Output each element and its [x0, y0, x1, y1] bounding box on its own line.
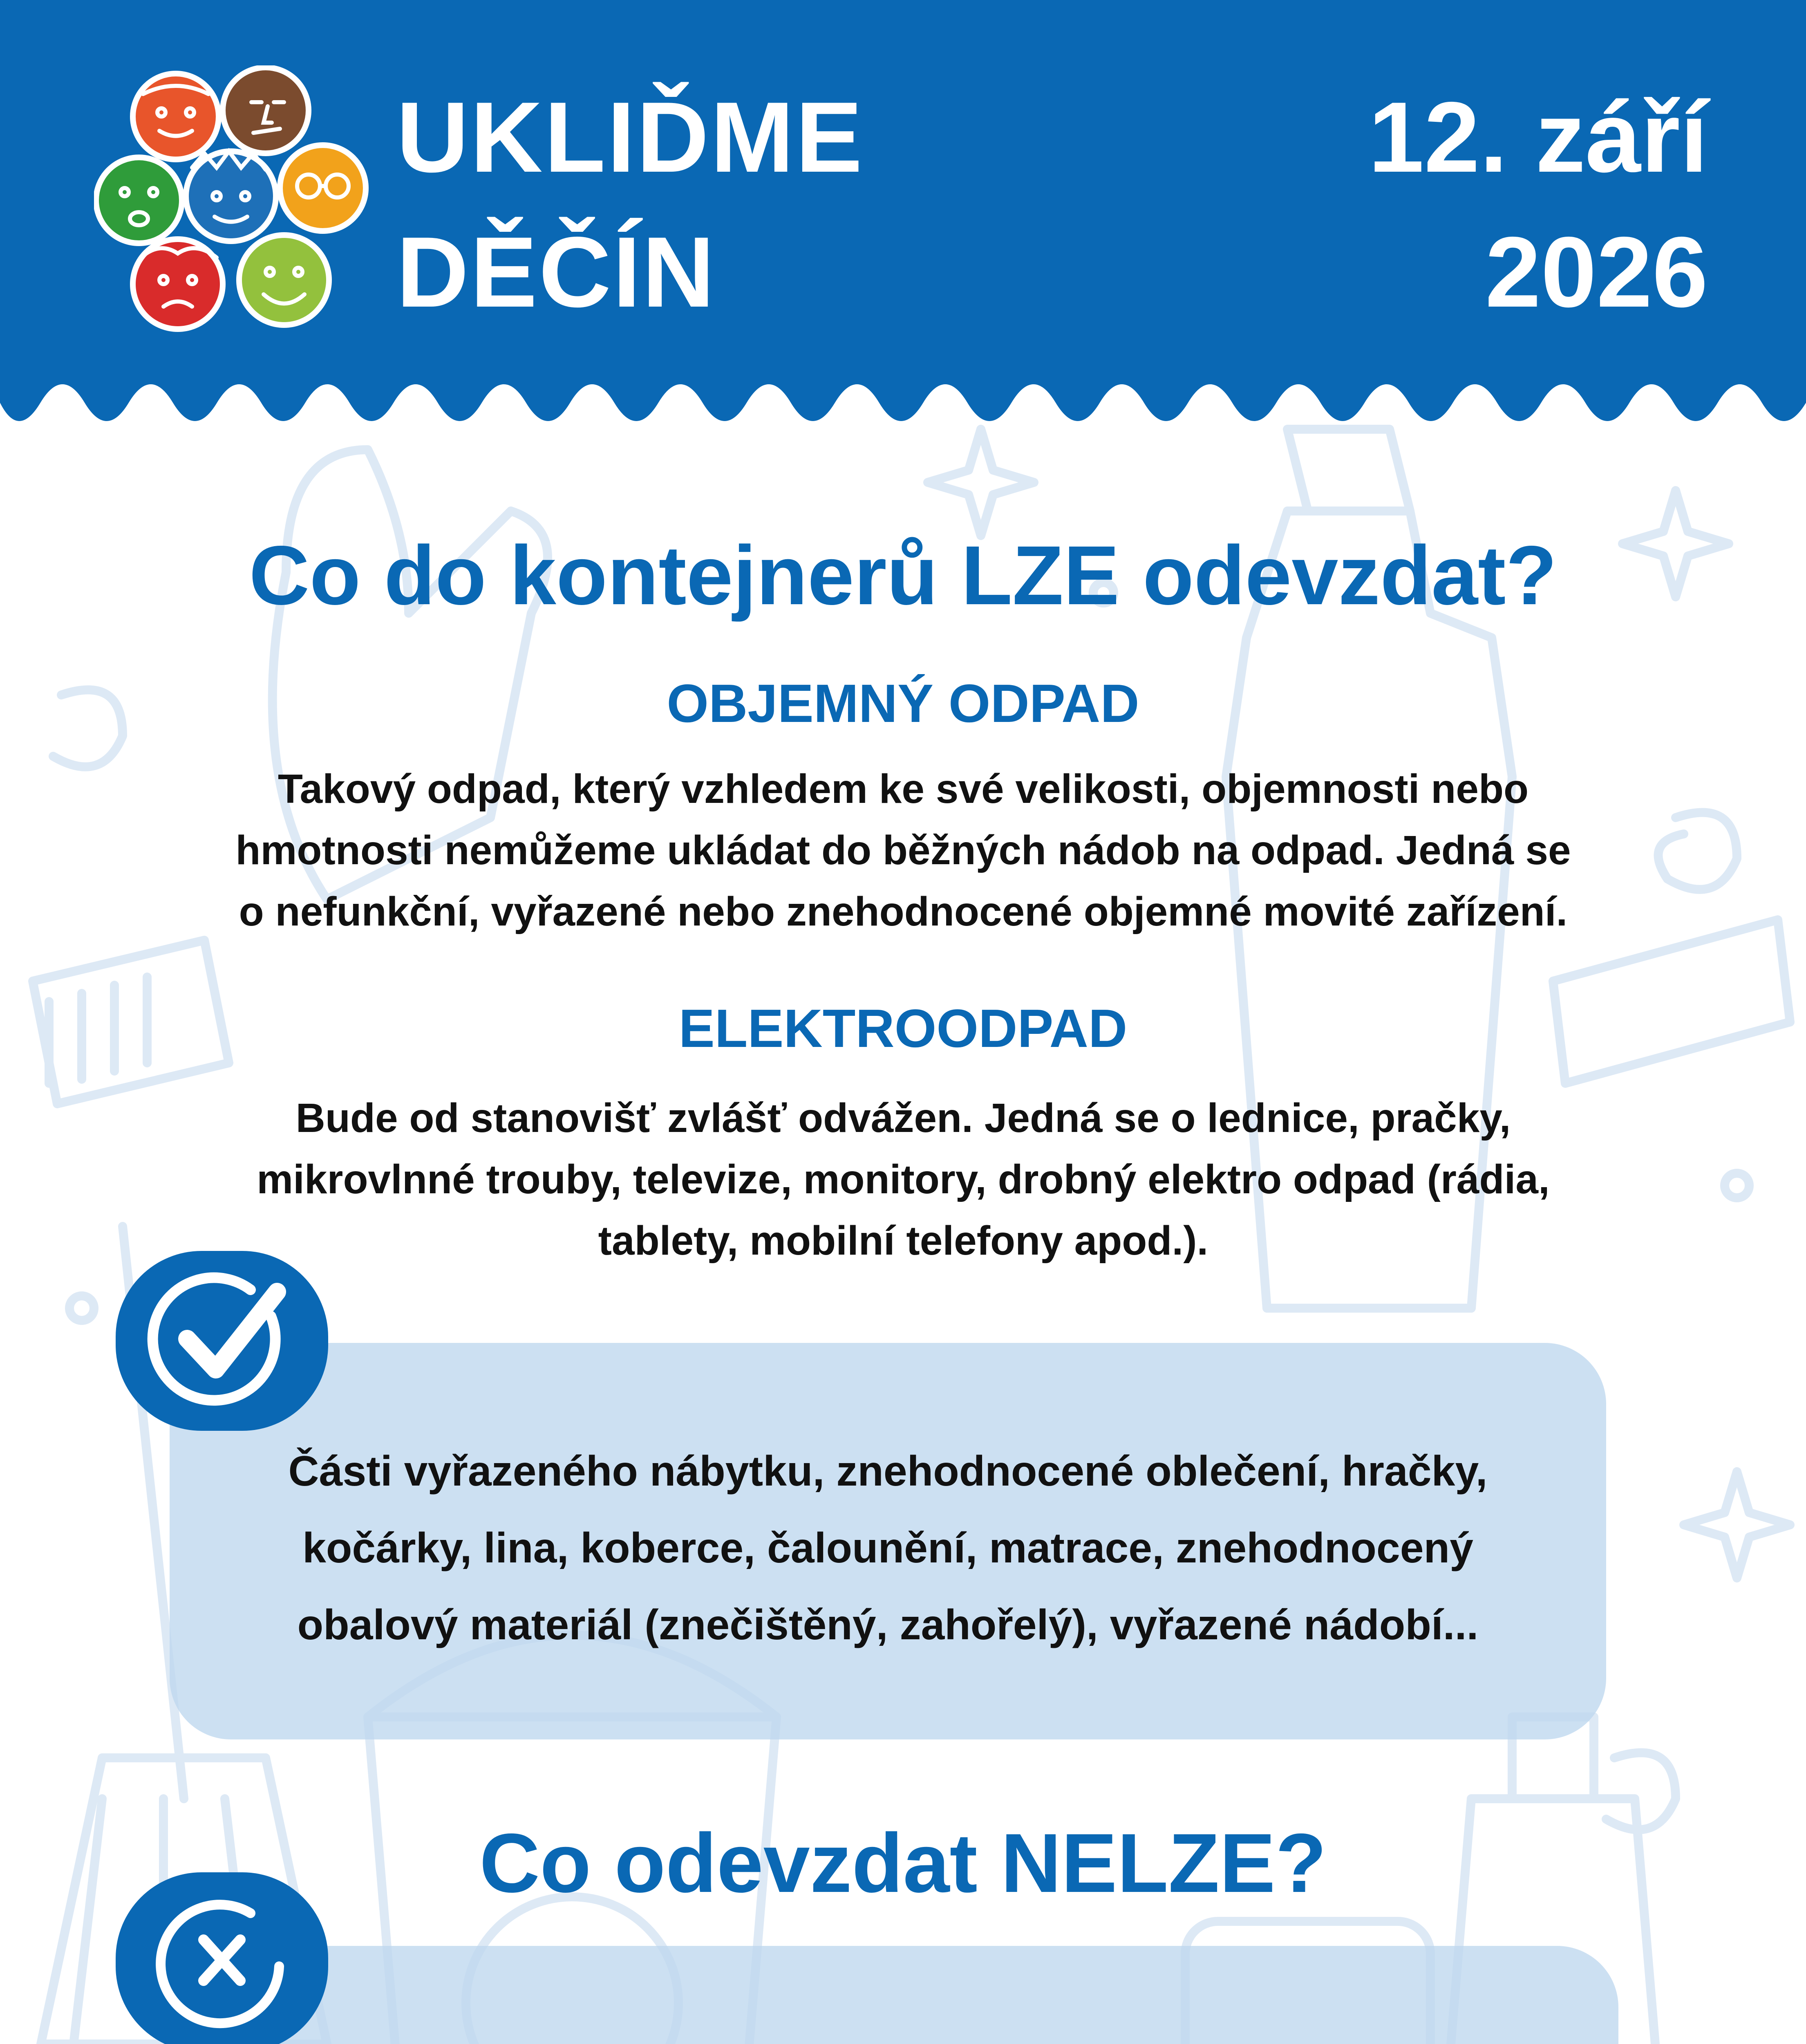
bulky-waste-heading: OBJEMNÝ ODPAD: [667, 673, 1139, 733]
electro-waste-heading: ELEKTROODPAD: [678, 998, 1128, 1058]
bulky-line-2: hmotnosti nemůžeme ukládat do běžných nádob na odpad. Jedná se: [235, 827, 1571, 873]
allowed-badge: [116, 1251, 328, 1431]
event-date-line-2: 2026: [1485, 216, 1708, 328]
electro-line-2: mikrovlnné trouby, televize, monitory, drobný elektro odpad (rádia,: [257, 1156, 1550, 1202]
forbidden-items-text: [180, 2038, 1618, 2044]
bulky-waste-description: [172, 758, 1635, 942]
cross-icon: [116, 1872, 328, 2044]
forbidden-badge: [116, 1872, 328, 2044]
event-name-line-2: DĚČÍN: [396, 216, 716, 328]
electro-waste-description: [172, 1087, 1635, 1271]
allowed-items-box: [170, 1343, 1606, 1739]
forbidden-item-line-1: [180, 2038, 1618, 2044]
forbidden-title: Co odevzdat NELZE?: [479, 1816, 1327, 1910]
bulky-line-3: o nefunkční, vyřazené nebo znehodnocené objemné movité zařízení.: [239, 889, 1568, 935]
checkmark-icon: [116, 1251, 328, 1431]
allowed-title: Co do kontejnerů LZE odevzdat?: [249, 529, 1557, 622]
event-name-line-1: UKLIĎME: [396, 81, 864, 193]
allowed-item-line-3: obalový materiál (znečištěný, zahořelý), vyřazené nádobí...: [297, 1601, 1479, 1649]
event-date-line-1: 12. září: [1368, 81, 1708, 193]
forbidden-items-box: [180, 1946, 1618, 2044]
electro-line-1: Bude od stanovišť zvlášť odvážen. Jedná se o lednice, pračky,: [295, 1095, 1511, 1141]
allowed-item-line-1: Části vyřazeného nábytku, znehodnocené oblečení, hračky,: [288, 1448, 1488, 1495]
bulky-line-1: Takový odpad, který vzhledem ke své velikosti, objemnosti nebo: [278, 766, 1529, 812]
allowed-item-line-2: kočárky, lina, koberce, čalounění, matrace, znehodnocený: [302, 1524, 1473, 1572]
allowed-items-text: [170, 1433, 1606, 1663]
electro-line-3: tablety, mobilní telefony apod.).: [598, 1218, 1208, 1264]
